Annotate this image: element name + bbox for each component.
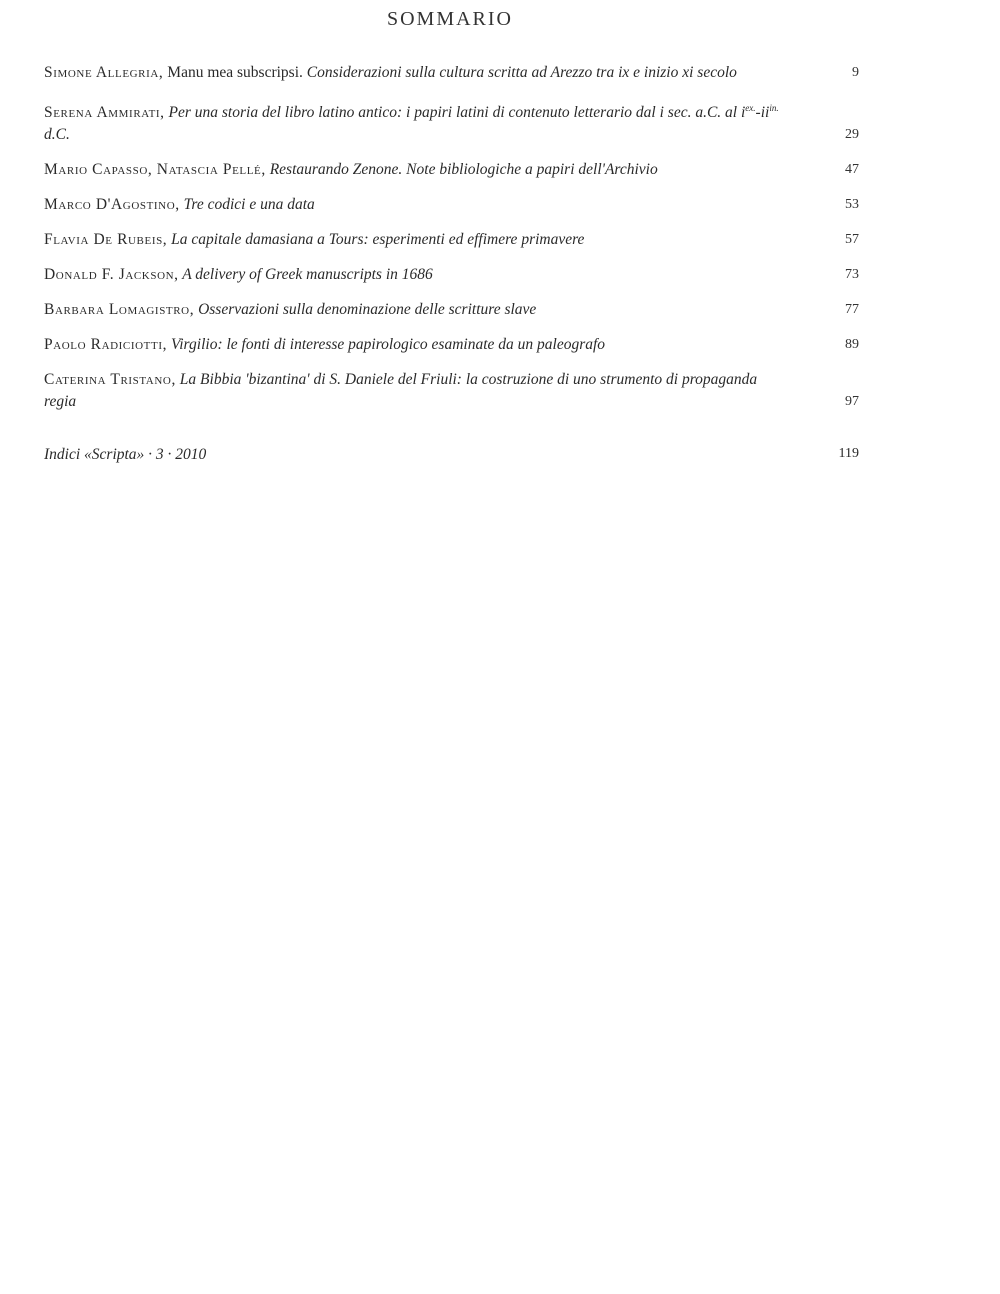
indices-label: Indici «Scripta» · 3 · 2010 [44, 446, 207, 463]
toc-entry-text [44, 264, 829, 286]
toc-title: Per una storia del libro latino antico: i papiri latini di contenuto letterario dal i sec. a.C. al i [164, 104, 746, 122]
toc-author: Mario Capasso, Natascia Pellé, [44, 161, 266, 179]
toc-title: Manu mea subscripsi. [163, 64, 303, 81]
toc-title-part: -ii [755, 104, 770, 122]
toc-title: Restaurando Zenone. Note bibliologiche a papiri dell'Archivio [265, 161, 658, 179]
toc-entry-text [44, 97, 829, 146]
toc-page-number: 77 [845, 302, 859, 318]
toc-title: Tre codici e una data [179, 196, 315, 214]
toc-page-number: 57 [845, 232, 859, 248]
toc-entry [44, 264, 859, 286]
toc-entry-text [44, 369, 829, 413]
indices-entry [44, 446, 859, 464]
toc-entry [44, 97, 859, 146]
toc-title: A delivery of Greek manuscripts in 1686 [178, 266, 433, 284]
toc-author: Flavia De Rubeis, [44, 231, 168, 249]
toc-page-number: 9 [852, 65, 859, 80]
toc-title: Osservazioni sulla denominazione delle scritture slave [194, 301, 537, 319]
toc-author: Simone Allegria, [44, 64, 164, 81]
toc-author: Paolo Radiciotti, [44, 336, 168, 354]
toc-entry-text [44, 299, 829, 321]
toc-entry [44, 62, 859, 84]
toc-title: La capitale damasiana a Tours: esperimenti ed effimere primavere [167, 231, 585, 249]
toc-author: Marco D'Agostino, [44, 196, 180, 214]
toc-title: Considerazioni sulla cultura scritta ad Arezzo tra ix e inizio xi secolo [302, 64, 737, 81]
toc-page-number: 47 [845, 162, 859, 178]
toc-page-number: 119 [838, 446, 859, 461]
toc-entry [44, 229, 859, 251]
toc-entry-text [44, 62, 829, 84]
toc-entry-text [44, 159, 829, 181]
toc-page-number: 89 [845, 337, 859, 353]
toc-entry [44, 159, 859, 181]
toc-author: Donald F. Jackson, [44, 266, 179, 284]
toc-entry-text [44, 229, 829, 251]
toc-title-part: d.C. [44, 126, 70, 144]
toc-superscript: in. [769, 103, 779, 113]
toc-title: Virgilio: le fonti di interesse papirologico esaminate da un paleografo [167, 336, 606, 354]
toc-entry [44, 334, 859, 356]
toc-author: Caterina Tristano, [44, 371, 176, 389]
page-title: SOMMARIO [386, 8, 514, 30]
toc-page-number: 29 [845, 127, 859, 143]
toc-page-number: 73 [845, 267, 859, 283]
toc-entry-text [44, 334, 829, 356]
toc-entry [44, 299, 859, 321]
toc-author: Serena Ammirati, [44, 104, 165, 122]
toc-entry-text [44, 194, 829, 216]
toc-author: Barbara Lomagistro, [44, 301, 195, 319]
toc-page-number: 97 [845, 394, 859, 410]
toc-entry [44, 194, 859, 216]
toc-title: La Bibbia 'bizantina' di S. Daniele del Friuli: la costruzione di uno strumento di propaganda regia [44, 371, 758, 411]
toc-entry [44, 369, 859, 413]
toc-superscript: ex. [745, 103, 756, 113]
toc-page-number: 53 [845, 197, 859, 213]
table-of-contents [44, 62, 859, 426]
